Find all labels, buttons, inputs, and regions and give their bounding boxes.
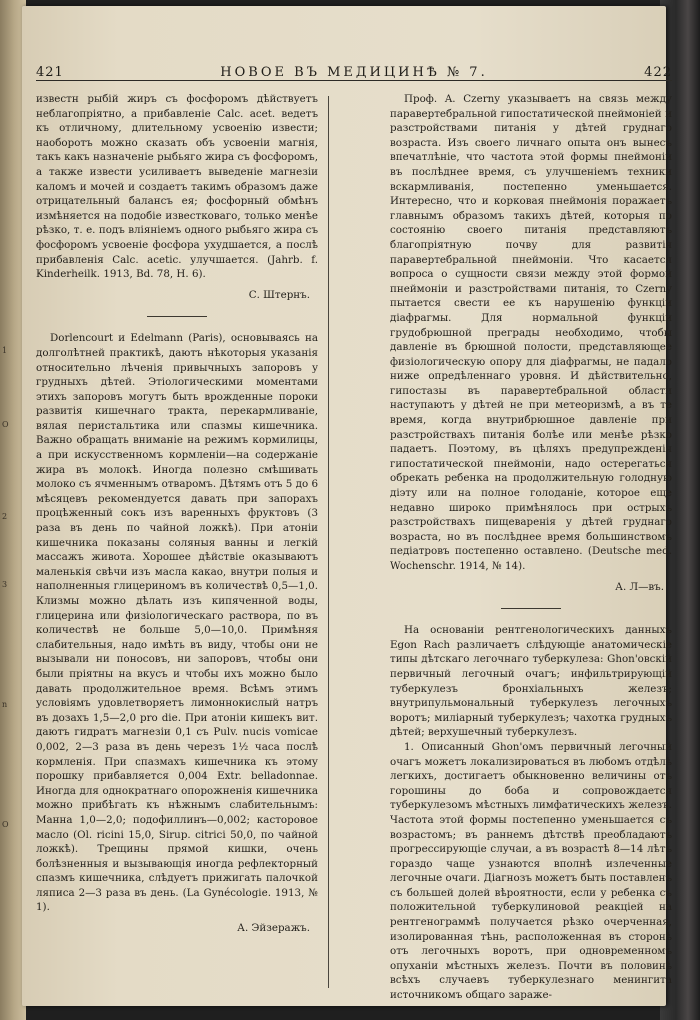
page-number-right: 422 [644,65,672,80]
journal-title: НОВОЕ ВЪ МЕДИЦИНѢ № 7. [220,65,488,80]
page-number-left: 421 [36,65,64,80]
author-signature: А. Эйзеражъ. [237,922,310,935]
article-paragraph: На основаніи рентгенологическихъ данныхъ Egon Rach различаетъ слѣдующіе анатомическіе типы дѣтскаго легочнаго туберкулеза: Ghon'овскій первичный легочный очагъ; инфильтрирующій туберкулезъ бронхіальныхъ железъ; внутрипульмональный туберкулезъ легочныхъ воротъ; миліарный туберкулезъ; чахотка грудныхъ дѣтей; верхушечный туберкулезъ. [390,624,672,739]
author-signature: А. Л—въ. [615,580,664,593]
edge-glyph: O [2,820,9,829]
edge-glyph: 3 [2,580,8,589]
article-paragraph: Dorlencourt и Edelmann (Paris), основываясь на долголѣтней практикѣ, даютъ нѣкоторыя указанія относительно лѣченія привычныхъ запоровъ у грудныхъ дѣтей. Этіологическими моментами этихъ запоровъ могутъ быть врожденные пороки развитія кишечнаго тракта, перекармливаніе, вялая перистальтика или спазмы кишечника. Важно обращать вниманіе на режимъ кормилицы, а при искусственномъ кормленіи—на содержаніе жира въ молокѣ. Иногда полезно смѣшивать молоко съ ячменнымъ отваромъ. Дѣтямъ отъ 5 до 6 мѣсяцевъ рекомендуется давать при запорахъ процѣженный сокъ изъ варенныхъ фруктовъ (3 раза въ день по чайной ложкѣ). При атоніи кишечника показаны соляныя ванны и легкій массажъ живота. Хорошее дѣйствіе оказываютъ маленькія свѣчи изъ масла какао, внутри полыя и наполненныя глицериномъ въ количествѣ 0,5—1,0. Клизмы можно дѣлать изъ кипяченной воды, глицерина или физіологическаго раствора, по въ количествѣ не больше 5,0—10,0. Примѣняя слабительныя, надо имѣть въ виду, чтобы они не вызывали ни поносовъ, ни запоровъ, чтобы они были пріятны на вкусъ и чтобы ихъ можно было давать продолжительное время. Всѣмъ этимъ условіямъ удовлетворяетъ лимоннокислый натръ въ дозахъ 1,5—2,0 pro die. При атоніи кишекъ вит. даютъ гидратъ магнезіи 0,1 съ Pulv. nucis vomicae 0,002, 2—3 раза въ день черезъ 1½ часа послѣ кормленія. При спазмахъ кишечника къ этому порошку прибавляется 0,004 Extr. belladonnae. Иногда для однократнаго опорожненія кишечника можно прибѣгать къ нѣжнымъ слабительнымъ: Манна 1,0—2,0; подофиллинъ—0,002; касторовое масло (Ol. ricini 15,0, Sirup. citrici 50,0, по чайной ложкѣ). Трещины прямой кишки, очень болѣзненныя и вызывающія иногда рефлекторный спазмъ кишечника, слѣдуетъ прижигать палочкой ляписа 2—3 раза въ день. (La Gynécologie. 1913, № 1). [36,332,318,914]
left-column [36,92,318,992]
article-paragraph: известн рыбій жиръ съ фосфоромъ дѣйствуетъ неблагопріятно, а прибавленіе Calc. acet. ведетъ къ отличному, длительному усвоенію извести; наоборотъ можно сказать объ усвоеніи магнія, такъ какъ назначеніе рыбьяго жира съ фосфоромъ, а также извести усиливаетъ выведеніе магнезіи каломъ и мочей и создаетъ такимъ образомъ даже отрицательный балансъ ея; фосфорный обмѣнъ измѣняется на подобіе известковаго, только менѣе рѣзко, т. е. подъ вліяніемъ одного рыбьяго жира съ фосфоромъ усвоеніе фосфора ухудшается, а послѣ прибавленія Calc. acetic. улучшается. (Jahrb. f. Kinderheilk. 1913, Bd. 78, H. 6). [36,93,318,281]
article-paragraph: 1. Описанный Ghon'омъ первичный легочный очагъ можетъ локализироваться въ любомъ отдѣлѣ легкихъ, достигаетъ обыкновенно величины отъ горошины до боба и сопровождается туберкулезомъ мѣстныхъ лимфатическихъ железъ. Частота этой формы постепенно уменьшается съ возрастомъ; въ раннемъ дѣтствѣ преобладаютъ прогрессирующіе случаи, а въ возрастѣ 8—14 лѣтъ гораздо чаще узнаются вполнѣ излеченные легочные очаги. Діагнозъ можетъ быть поставленъ съ большей долей вѣроятности, если у ребенка съ положительной туберкулиновой реакціей на рентгенограммѣ получается рѣзко очерченная, изолированная тѣнь, расположенная въ сторонѣ отъ легочныхъ воротъ, при одновременномъ опуханіи мѣстныхъ железъ. Почти въ половинѣ всѣхъ случаевъ туберкулезнаго менингита источникомъ общаго зараже- [390,740,672,1002]
running-header [36,54,672,81]
text-columns [36,92,672,1002]
edge-glyph: 2 [2,512,8,521]
article-separator [147,316,207,317]
edge-glyph: n [2,700,8,709]
edge-glyph: O [2,420,9,429]
author-signature: С. Штернъ. [248,288,310,301]
edge-glyph: 1 [2,346,8,355]
right-column [390,92,672,1002]
article-separator [501,608,561,609]
article-paragraph: Проф. A. Czerny указываетъ на связь между паравертебральной гипостатической пнеймоніей и разстройствами питанія у дѣтей груднаго возраста. Изъ своего личнаго опыта онъ вынесъ впечатлѣніе, что частота этой формы пнеймоніи въ послѣднее время, съ улучшеніемъ техники вскармливанія, постепенно уменьшается. Интересно, что и корковая пнеймонія поражаетъ главнымъ образомъ такихъ дѣтей, которыя по состоянію своего питанія представляютъ благопріятную почву для развитія паравертебральной пнеймоніи. Что касается вопроса о сущности связи между этой формой пнеймоніи и разстройствами питанія, то Czerny пытается свести ее къ нарушенію функціи діафрагмы. Для нормальной функціи грудобрюшной преграды необходимо, чтобы давленіе въ брюшной полости, представляющее физіологическую опору для діафрагмы, не падало ниже опредѣленнаго уровня. И дѣйствительно, гипостазы въ паравертебральной области наступаютъ у дѣтей не при метеоризмѣ, а въ те время, когда внутрибрюшное давленіе при разстройствахъ питанія болѣе или менѣе рѣзко падаетъ. Поэтому, въ цѣляхъ предупрежденія гипостатической пнеймоніи, надо остерегаться обрекать ребенка на продолжительную голодную діэту или на полное голоданіе, которое еще недавно широко примѣнялось при острыхъ разстройствахъ пищеваренія у дѣтей груднаго возраста, но въ послѣднее время большинствомъ педіатровъ постепенно оставлено. (Deutsche med. Wochenschr. 1914, № 14). [390,93,672,572]
